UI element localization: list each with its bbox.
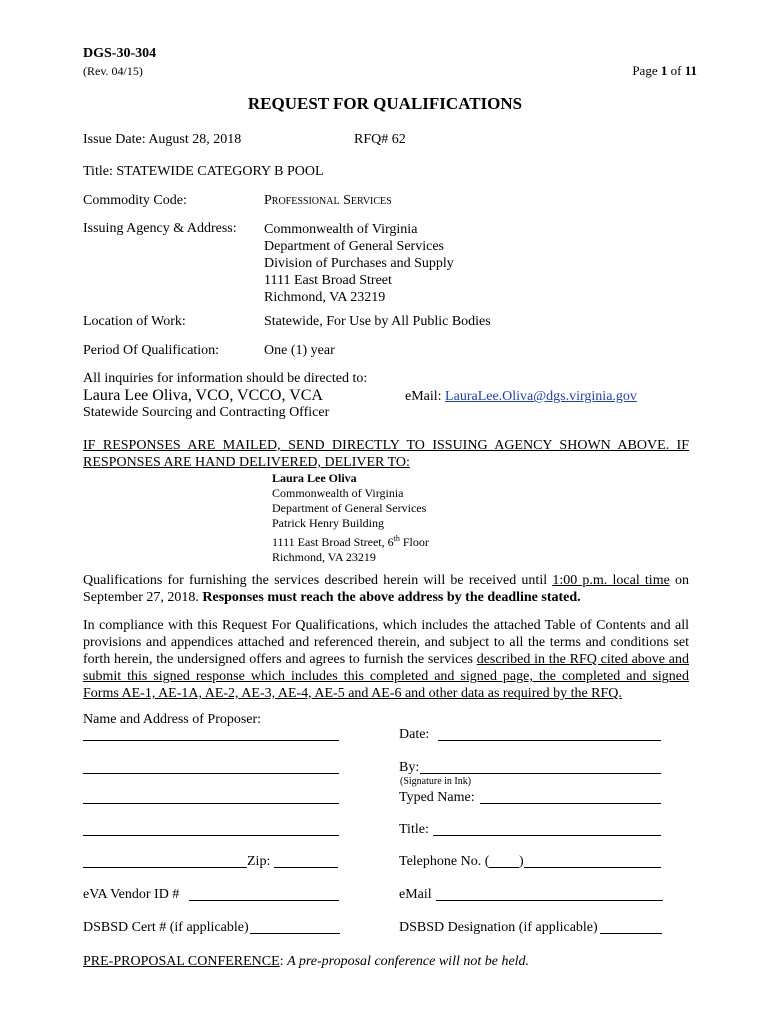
- location-label: Location of Work:: [83, 314, 186, 329]
- address-line: Department of General Services: [264, 239, 444, 254]
- address-line: Division of Purchases and Supply: [264, 256, 454, 271]
- proposer-city-line[interactable]: [83, 867, 247, 868]
- location-value: Statewide, For Use by All Public Bodies: [264, 314, 491, 329]
- issue-date: Issue Date: August 28, 2018: [83, 132, 242, 147]
- email-field-label: eMail: [399, 887, 432, 902]
- contact-role: Statewide Sourcing and Contracting Officer: [83, 405, 330, 420]
- by-label: By:: [399, 760, 420, 775]
- eva-vendor-line[interactable]: [189, 900, 339, 901]
- typed-name-line[interactable]: [480, 803, 661, 804]
- date-line[interactable]: [438, 740, 661, 741]
- email-link[interactable]: LauraLee.Oliva@dgs.virginia.gov: [445, 389, 637, 404]
- eva-vendor-label: eVA Vendor ID #: [83, 887, 180, 902]
- delivery-address: [272, 471, 429, 565]
- dsbsd-designation-label: DSBSD Designation (if applicable): [399, 920, 598, 935]
- commodity-code-value: Professional Services: [264, 193, 392, 208]
- address-line: Commonwealth of Virginia: [264, 222, 418, 237]
- issuing-agency-label: Issuing Agency & Address:: [83, 221, 237, 236]
- address-line: Richmond, VA 23219: [264, 290, 386, 305]
- signature-note: (Signature in Ink): [400, 776, 472, 787]
- telephone-close-paren: ): [519, 854, 524, 869]
- contact-email: [405, 389, 637, 405]
- email-label: eMail:: [405, 389, 446, 404]
- contact-name: Laura Lee Oliva, VCO, VCCO, VCA: [83, 387, 323, 404]
- delivery-line: Patrick Henry Building: [272, 516, 384, 530]
- form-id: DGS-30-304: [83, 46, 157, 61]
- dsbsd-cert-label: DSBSD Cert # (if applicable): [83, 920, 249, 935]
- deadline-time: 1:00 p.m. local time: [552, 573, 670, 588]
- delivery-street: [272, 531, 429, 550]
- signature-line[interactable]: [420, 773, 661, 774]
- dsbsd-cert-line[interactable]: [250, 933, 340, 934]
- street-text: 1111 East Broad Street, 6: [272, 535, 394, 549]
- telephone-label: Telephone No. (: [399, 854, 490, 869]
- date-label: Date:: [399, 727, 430, 742]
- deadline-notice: Responses must reach the above address by the deadline stated.: [202, 590, 581, 605]
- page-prefix: Page: [632, 63, 661, 78]
- proposer-address-line-1[interactable]: [83, 773, 339, 774]
- commodity-code-label: Commodity Code:: [83, 193, 187, 208]
- mailing-instructions-line1: IF RESPONSES ARE MAILED, SEND DIRECTLY TO ISSUING AGENCY SHOWN ABOVE. IF: [83, 438, 689, 453]
- area-code-line[interactable]: [489, 867, 519, 868]
- deadline-paragraph: [83, 572, 689, 606]
- deadline-date: on September 27, 2018.: [83, 573, 689, 605]
- deadline-text: Qualifications for furnishing the services described herein will be received until: [83, 573, 553, 588]
- typed-name-label: Typed Name:: [399, 790, 475, 805]
- inquiries-intro: All inquiries for information should be directed to:: [83, 371, 368, 386]
- period-label: Period Of Qualification:: [83, 343, 220, 358]
- revision-label: (Rev. 04/15): [83, 64, 143, 78]
- compliance-underlined: described in the RFQ cited above and submit this signed response which includes this completed and signed page, the completed and signed Forms AE-1, AE-1A, AE-2, AE-3, AE-4, AE-5 and AE-6 and other data as required by the RFQ.: [83, 652, 689, 701]
- rfq-number: RFQ# 62: [354, 132, 406, 147]
- proposer-address-line-2[interactable]: [83, 803, 339, 804]
- document-title: Title: STATEWIDE CATEGORY B POOL: [83, 164, 324, 179]
- email-field-line[interactable]: [436, 900, 663, 901]
- street-floor: Floor: [399, 535, 429, 549]
- title-label: Title:: [399, 822, 429, 837]
- compliance-paragraph: [83, 617, 689, 702]
- delivery-line: Department of General Services: [272, 501, 427, 515]
- dsbsd-designation-line[interactable]: [600, 933, 662, 934]
- mailing-instructions-line2: RESPONSES ARE HAND DELIVERED, DELIVER TO:: [83, 455, 410, 470]
- delivery-city: Richmond, VA 23219: [272, 550, 376, 564]
- page-number: [632, 63, 697, 79]
- conference-text: A pre-proposal conference will not be held.: [287, 954, 530, 969]
- compliance-text: In compliance with this Request For Qualifications, which includes the attached Table of Contents and all provisions and appendices attached and referenced therein, and subject to all the terms and conditions set forth herein, the undersigned offers and agrees to furnish the services: [83, 618, 689, 667]
- page-title: REQUEST FOR QUALIFICATIONS: [247, 94, 523, 113]
- page-of: of: [667, 63, 685, 78]
- page-current: 1: [660, 63, 668, 78]
- period-value: One (1) year: [264, 343, 335, 358]
- street-suffix: th: [393, 534, 400, 543]
- zip-line[interactable]: [274, 867, 338, 868]
- conference-colon: :: [279, 954, 288, 969]
- issuing-agency-address: [264, 221, 454, 306]
- delivery-name: Laura Lee Oliva: [272, 471, 357, 485]
- page-total: 11: [684, 63, 697, 78]
- address-line: 1111 East Broad Street: [264, 273, 392, 288]
- zip-label: Zip:: [247, 854, 271, 869]
- conference-label: PRE-PROPOSAL CONFERENCE: [83, 954, 280, 969]
- proposer-address-line-3[interactable]: [83, 835, 339, 836]
- pre-proposal-conference: [83, 954, 529, 970]
- title-line[interactable]: [433, 835, 661, 836]
- proposer-label: Name and Address of Proposer:: [83, 712, 262, 727]
- delivery-line: Commonwealth of Virginia: [272, 486, 404, 500]
- proposer-name-line[interactable]: [83, 740, 339, 741]
- telephone-line[interactable]: [524, 867, 661, 868]
